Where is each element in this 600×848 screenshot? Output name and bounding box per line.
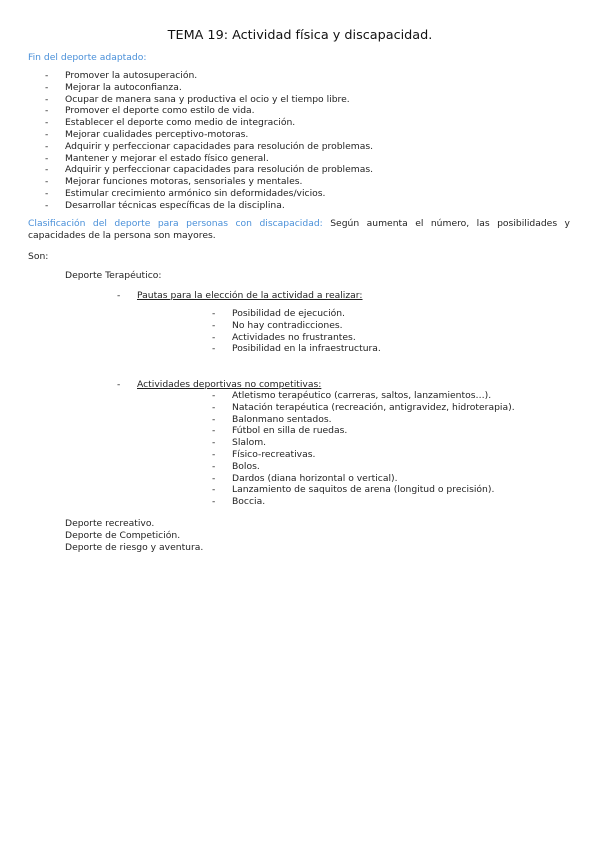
- dash-bullet: -: [117, 290, 121, 301]
- list-item-text: Balonmano sentados.: [232, 413, 332, 425]
- list-item-text: Bolos.: [232, 460, 260, 472]
- dash-bullet: -: [212, 390, 216, 401]
- dash-bullet: -: [45, 128, 49, 140]
- list-item-text: Establecer el deporte como medio de integración.: [65, 117, 296, 129]
- dash-bullet: -: [45, 70, 49, 81]
- dash-bullet: -: [45, 152, 49, 164]
- list-item: [45, 70, 373, 82]
- list-item: [45, 152, 373, 165]
- list-item-text: Promover el deporte como estilo de vida.: [65, 105, 255, 117]
- list-item: [45, 187, 373, 200]
- dash-bullet: -: [212, 484, 216, 496]
- clasificacion-heading: Clasificación del deporte para personas con discapacidad:: [28, 218, 323, 229]
- dash-bullet: -: [212, 331, 216, 343]
- list-item-text: No hay contradicciones.: [232, 319, 343, 331]
- dash-bullet: -: [45, 164, 49, 176]
- dash-bullet: -: [212, 413, 216, 425]
- dash-bullet: -: [212, 496, 216, 508]
- other-sport-types: [65, 518, 203, 553]
- dash-bullet: -: [212, 308, 216, 319]
- dash-bullet: -: [212, 319, 216, 331]
- section-heading: Fin del deporte adaptado:: [28, 52, 147, 63]
- list-item: [212, 448, 515, 461]
- fin-deporte-heading: [28, 52, 146, 64]
- dash-bullet: -: [117, 378, 121, 390]
- list-item-text: Mejorar la autoconfianza.: [65, 81, 182, 93]
- list-item-text: Mantener y mejorar el estado físico general.: [65, 152, 269, 164]
- list-item: [212, 496, 515, 508]
- actividades-heading: [117, 378, 600, 391]
- list-item-text: Estimular crecimiento armónico sin deformidades/vicios.: [65, 187, 326, 199]
- page-title: TEMA 19: Actividad física y discapacidad.: [167, 28, 433, 43]
- list-item-text: Posibilidad de ejecución.: [232, 308, 345, 319]
- list-item: [45, 105, 373, 117]
- list-item-text: Desarrollar técnicas específicas de la disciplina.: [65, 199, 285, 211]
- list-item-text: Mejorar cualidades perceptivo-motoras.: [65, 128, 249, 140]
- dash-bullet: -: [212, 472, 216, 484]
- list-item-text: Atletismo terapéutico (carreras, saltos, lanzamientos…).: [232, 390, 492, 401]
- list-item: [45, 176, 373, 188]
- list-item: [212, 437, 515, 449]
- list-item: [212, 331, 381, 344]
- list-item: [45, 128, 373, 141]
- dash-bullet: -: [45, 176, 49, 188]
- sport-type-item: Deporte de Competición.: [65, 529, 181, 541]
- actividades-heading-text: Actividades deportivas no competitivas:: [137, 378, 322, 390]
- pautas-heading-text: Pautas para la elección de la actividad a realizar:: [137, 290, 363, 301]
- dash-bullet: -: [45, 117, 49, 129]
- list-item: [45, 199, 373, 212]
- list-item: [212, 319, 381, 332]
- pautas-list: [212, 308, 381, 355]
- list-item-text: Adquirir y perfeccionar capacidades para resolución de problemas.: [65, 140, 374, 152]
- list-item: [45, 164, 374, 176]
- list-item: [212, 308, 381, 320]
- dash-bullet: -: [45, 187, 49, 199]
- sport-type-item: Deporte de riesgo y aventura.: [65, 541, 204, 553]
- dash-bullet: -: [212, 437, 216, 449]
- list-item-text: Mejorar funciones motoras, sensoriales y mentales.: [65, 176, 303, 188]
- list-item: [212, 401, 515, 414]
- clasificacion-text: Según aumenta el número, las posibilidades y capacidades de la persona son mayores.: [28, 218, 570, 241]
- clasificacion-paragraph: [28, 218, 570, 242]
- list-item: [212, 425, 515, 437]
- list-item-text: Boccia.: [232, 496, 266, 508]
- dash-bullet: -: [45, 105, 49, 117]
- list-item-text: Fútbol en silla de ruedas.: [232, 425, 348, 437]
- list-item-text: Slalom.: [232, 437, 267, 449]
- actividades-list: [212, 390, 515, 508]
- list-item: [45, 93, 373, 106]
- list-item: [45, 117, 373, 129]
- list-item-text: Natación terapéutica (recreación, antigravidez, hidroterapia).: [232, 401, 515, 413]
- list-item: [45, 140, 374, 153]
- list-item-text: Dardos (diana horizontal o vertical).: [232, 472, 398, 484]
- list-item-text: Ocupar de manera sana y productiva el ocio y el tiempo libre.: [65, 93, 350, 105]
- dash-bullet: -: [212, 448, 216, 460]
- fin-deporte-list: [45, 70, 374, 212]
- dash-bullet: -: [45, 140, 49, 152]
- dash-bullet: -: [212, 401, 216, 413]
- list-item-text: Posibilidad en la infraestructura.: [232, 343, 381, 355]
- list-item-text: Adquirir y perfeccionar capacidades para resolución de problemas.: [65, 164, 374, 176]
- list-item-text: Actividades no frustrantes.: [232, 331, 356, 343]
- dash-bullet: -: [45, 199, 49, 211]
- list-item: [45, 81, 373, 94]
- list-item-text: Promover la autosuperación.: [65, 70, 198, 81]
- list-item: [212, 484, 515, 496]
- sport-type-item: Deporte recreativo.: [65, 518, 155, 529]
- dash-bullet: -: [212, 460, 216, 472]
- list-item: [212, 460, 515, 473]
- dash-bullet: -: [45, 93, 49, 105]
- pautas-heading: [117, 290, 600, 302]
- dash-bullet: -: [45, 81, 49, 93]
- list-item: [212, 343, 381, 355]
- list-item: [212, 390, 515, 402]
- dash-bullet: -: [212, 343, 216, 355]
- dash-bullet: -: [212, 425, 216, 437]
- list-item: [212, 413, 515, 426]
- list-item: [212, 472, 515, 485]
- son-label: Son:: [28, 251, 49, 262]
- list-item-text: Lanzamiento de saquitos de arena (longitud o precisión).: [232, 484, 495, 496]
- list-item-text: Físico-recreativas.: [232, 448, 316, 460]
- deporte-terapeutico-label: Deporte Terapéutico:: [65, 270, 162, 281]
